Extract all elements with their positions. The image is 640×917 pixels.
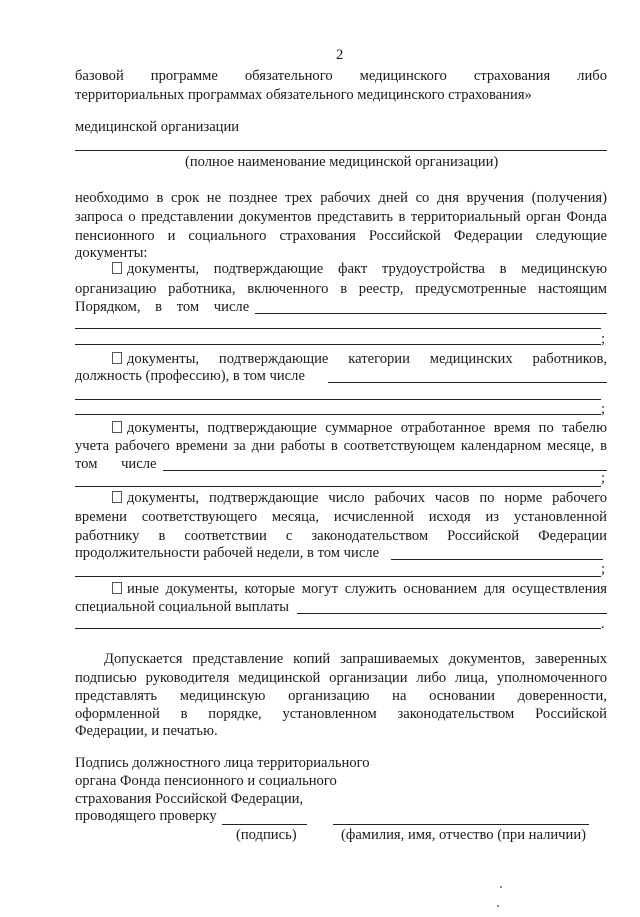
item-3-line-2: учета рабочего времени за дни работы в соответствующем календарном месяце, в xyxy=(75,438,607,454)
item-5-fill-line-1 xyxy=(297,613,607,614)
item-5-end: . xyxy=(601,616,605,632)
item-2-line-2: должность (профессию), в том числе xyxy=(75,368,305,384)
scan-speck xyxy=(497,905,499,907)
item-4-end: ; xyxy=(601,561,606,577)
copies-line-5: Федерации, и печатью. xyxy=(75,723,218,739)
request-line-4: документы: xyxy=(75,245,148,261)
item-4-line-2: времени соответствующего месяца, исчисленной исходя из установленной xyxy=(75,509,607,525)
item-5-line-2: специальной социальной выплаты xyxy=(75,599,290,615)
intro-line-2: территориальных программах обязательного медицинского страхования» xyxy=(75,87,532,103)
signature-line-3: страхования Российской Федерации, xyxy=(75,791,304,807)
item-2-end: ; xyxy=(601,401,606,417)
signature-caption: (подпись) xyxy=(236,827,297,843)
item-1-fill-line-2 xyxy=(75,328,601,329)
item-2-fill-line-3 xyxy=(75,414,601,415)
request-line-3: пенсионного и социального страхования Российской Федерации следующие xyxy=(75,228,607,244)
item-5-line-1: иные документы, которые могут служить основанием для осуществления xyxy=(112,580,607,599)
item-1-line-2: организацию работника, включенного в реестр, предусмотренные настоящим xyxy=(75,281,607,297)
item-2-fill-line-2 xyxy=(75,399,601,400)
checkbox-icon xyxy=(112,421,122,433)
item-5-fill-line-2 xyxy=(75,628,601,629)
item-4-line-1: документы, подтверждающие число рабочих часов по норме рабочего xyxy=(112,489,607,508)
org-label: медицинской организации xyxy=(75,119,240,135)
checkbox-icon xyxy=(112,352,122,364)
scan-speck xyxy=(500,886,502,888)
item-2-fill-line-1 xyxy=(328,382,607,383)
item-1-fill-line-3 xyxy=(75,344,601,345)
item-2-line-1: документы, подтверждающие категории медицинских работников, xyxy=(112,350,607,369)
name-caption: (фамилия, имя, отчество (при наличии) xyxy=(341,827,587,843)
item-4-fill-line-1 xyxy=(391,559,603,560)
item-1-fill-line-1 xyxy=(255,313,607,314)
org-caption: (полное наименование медицинской организации) xyxy=(185,154,499,170)
item-3-end: ; xyxy=(601,470,606,486)
item-3-line-3: том числе xyxy=(75,456,157,472)
page-number: 2 xyxy=(336,47,344,63)
item-3-line-1: документы, подтверждающие суммарное отработанное время по табелю xyxy=(112,419,607,438)
item-4-line-4: продолжительности рабочей недели, в том числе xyxy=(75,545,380,561)
item-3-fill-line-1 xyxy=(163,470,607,471)
org-name-line xyxy=(75,150,607,151)
item-4-line-3: работнику в соответствии с законодательством Российской Федерации xyxy=(75,528,607,544)
copies-line-1: Допускается представление копий запрашиваемых документов, заверенных xyxy=(104,651,607,667)
item-3-fill-line-2 xyxy=(75,486,601,487)
request-line-1: необходимо в срок не позднее трех рабочих дней со дня вручения (получения) xyxy=(75,190,607,206)
request-line-2: запроса о представлении документов представить в территориальный орган Фонда xyxy=(75,209,607,225)
checkbox-icon xyxy=(112,582,122,594)
copies-line-4: оформленной в порядке, установленном законодательством Российской xyxy=(75,706,607,722)
signature-line-2: органа Фонда пенсионного и социального xyxy=(75,773,337,789)
signature-field-line xyxy=(222,824,307,825)
name-field-line xyxy=(333,824,589,825)
checkbox-icon xyxy=(112,262,122,274)
signature-line-4: проводящего проверку xyxy=(75,808,217,824)
checkbox-icon xyxy=(112,491,122,503)
copies-line-3: представлять медицинскую организацию на основании доверенности, xyxy=(75,688,607,704)
item-4-fill-line-2 xyxy=(75,576,601,577)
item-1-end: ; xyxy=(601,331,606,347)
intro-line-1: базовой программе обязательного медицинского страхования либо xyxy=(75,68,607,84)
copies-line-2: подписью руководителя медицинской организации либо лица, уполномоченного xyxy=(75,670,607,686)
signature-line-1: Подпись должностного лица территориального xyxy=(75,755,370,771)
item-1-line-3: Порядком, в том числе xyxy=(75,299,250,315)
item-1-line-1: документы, подтверждающие факт трудоустройства в медицинскую xyxy=(112,260,607,279)
